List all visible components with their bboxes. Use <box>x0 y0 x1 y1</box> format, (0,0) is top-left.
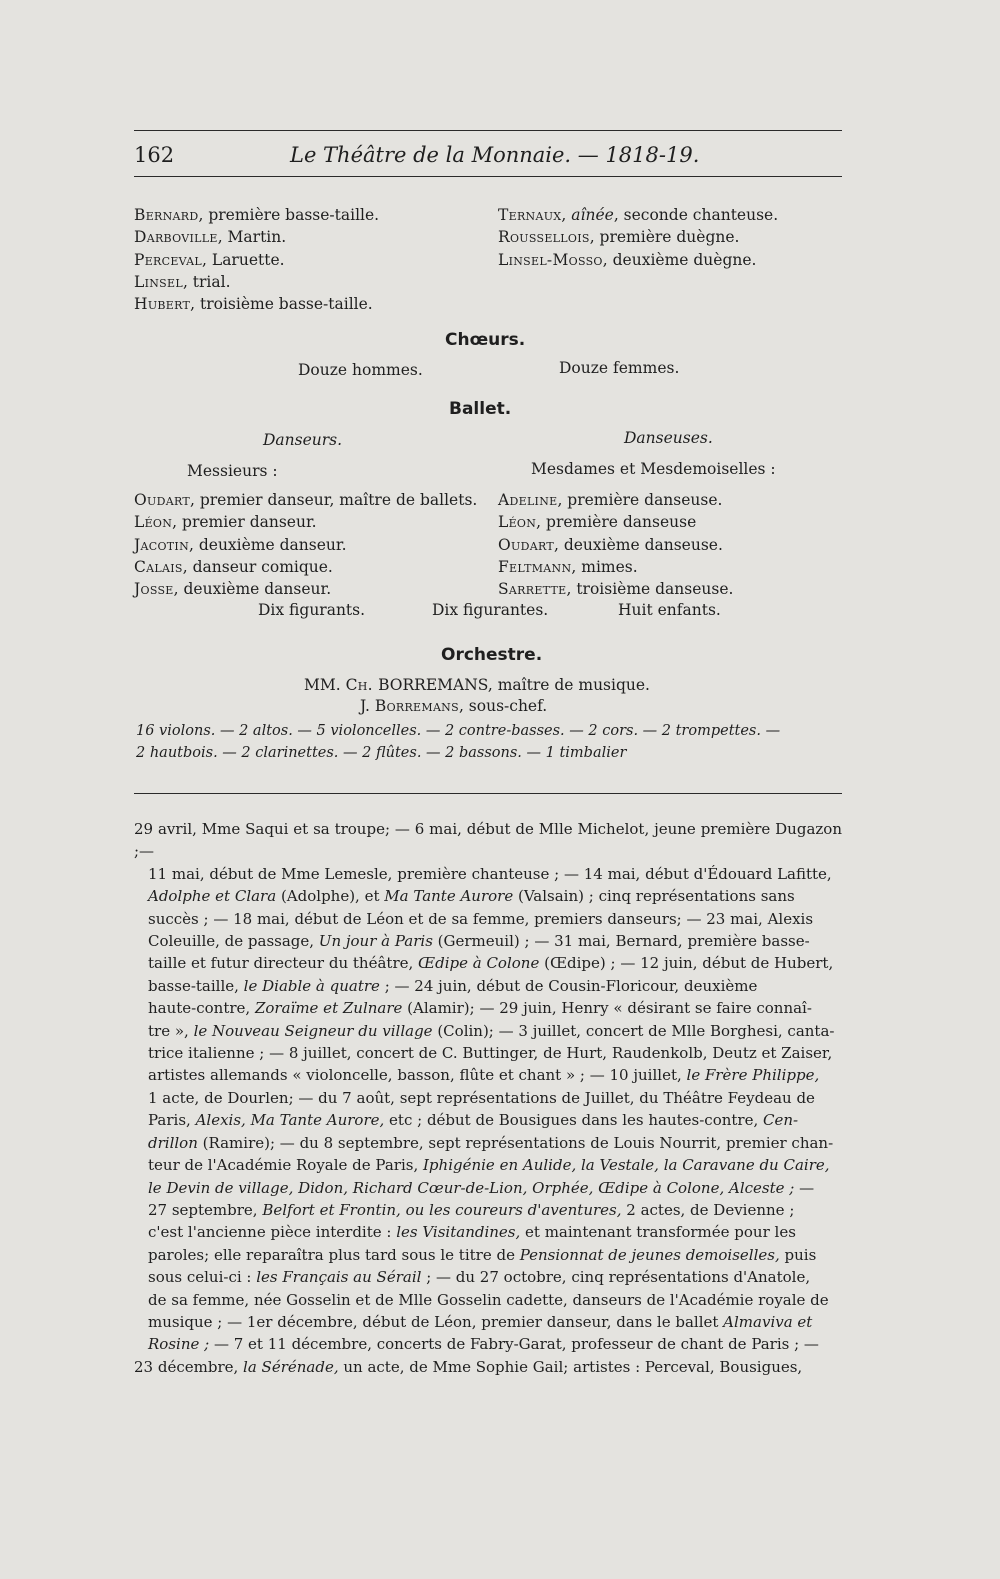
sous-chef-line: J. Borremans, sous-chef. <box>360 697 548 715</box>
list-item: Calais, danseur comique. <box>134 557 333 576</box>
danseuses-list <box>498 489 733 600</box>
text-line: artistes allemands « violoncelle, basson, flûte et chant » ; — 10 juillet, le Frère Philippe, <box>148 1066 820 1085</box>
danseurs-label: Danseurs. <box>263 431 343 449</box>
instruments-line: 16 violons. — 2 altos. — 5 violoncelles. — 2 contre-basses. — 2 cors. — 2 trompettes. — <box>136 723 781 739</box>
list-item: Oudart, deuxième danseuse. <box>498 535 723 554</box>
list-item: Oudart, premier danseur, maître de ballets. <box>134 491 478 509</box>
header-top-rule <box>134 130 842 131</box>
header-bottom-rule <box>134 176 842 177</box>
danseurs-list <box>134 489 477 600</box>
chronicle-text <box>134 818 842 1378</box>
text-line: 27 septembre, Belfort et Frontin, ou les coureurs d'aventures, 2 actes, de Devienne ; <box>148 1200 795 1219</box>
mesdames-label: Mesdames et Mesdemoiselles : <box>531 460 776 478</box>
danseuses-label: Danseuses. <box>624 429 713 447</box>
list-item: Adeline, première danseuse. <box>498 491 723 509</box>
text-line: 1 acte, de Dourlen; — du 7 août, sept représentations de Juillet, du Théâtre Feydeau de <box>148 1088 815 1107</box>
text-line: musique ; — 1er décembre, début de Léon, premier danseur, dans le ballet Almaviva et <box>148 1312 813 1331</box>
cast-row: Darboville, Martin. <box>134 228 287 247</box>
text-line: de sa femme, née Gosselin et de Mlle Gosselin cadette, danseurs de l'Académie royale de <box>148 1290 829 1309</box>
text-line: le Devin de village, Didon, Richard Cœur-de-Lion, Orphée, Œdipe à Colone, Alceste ; — <box>148 1178 815 1197</box>
list-item: Léon, premier danseur. <box>134 513 317 532</box>
choeurs-heading: Chœurs. <box>445 330 526 350</box>
running-title: Le Théâtre de la Monnaie. — 1818-19. <box>290 143 700 167</box>
cast-left-column <box>134 204 379 315</box>
chef-line: MM. Ch. BORREMANS, maître de musique. <box>304 676 650 694</box>
figurantes: Dix figurantes. <box>432 601 549 619</box>
text-line: basse-taille, le Diable à quatre ; — 24 juin, début de Cousin-Floricour, deuxième <box>148 976 758 995</box>
text-line: paroles; elle reparaîtra plus tard sous le titre de Pensionnat de jeunes demoiselles, puis <box>148 1245 817 1264</box>
text-line: haute-contre, Zoraïme et Zulnare (Alamir); — 29 juin, Henry « désirant se faire connaî- <box>148 999 812 1018</box>
text-line: c'est l'ancienne pièce interdite : les Visitandines, et maintenant transformée pour les <box>148 1223 796 1242</box>
text-line: sous celui-ci : les Français au Sérail ; — du 27 octobre, cinq représentations d'Anatole, <box>148 1268 811 1287</box>
orchestre-heading: Orchestre. <box>441 645 543 665</box>
enfants: Huit enfants. <box>618 601 721 619</box>
text-line: 11 mai, début de Mme Lemesle, première chanteuse ; — 14 mai, début d'Édouard Lafitte, <box>148 864 832 883</box>
page-number: 162 <box>134 143 175 167</box>
instruments-line: 2 hautbois. — 2 clarinettes. — 2 flûtes. — 2 bassons. — 1 timbalier <box>136 745 627 761</box>
list-item: Léon, première danseuse <box>498 513 697 532</box>
cast-row: Bernard, première basse-taille. <box>134 206 380 224</box>
list-item: Feltmann, mimes. <box>498 557 638 576</box>
text-line: Adolphe et Clara (Adolphe), et Ma Tante Aurore (Valsain) ; cinq représentations sans <box>148 887 795 906</box>
list-item: Sarrette, troisième danseuse. <box>498 580 734 599</box>
list-item: Jacotin, deuxième danseur. <box>134 535 347 554</box>
cast-row: Hubert, troisième basse-taille. <box>134 295 373 314</box>
text-line: Rosine ; — 7 et 11 décembre, concerts de Fabry-Garat, professeur de chant de Paris ; — <box>148 1335 819 1354</box>
text-line: taille et futur directeur du théâtre, Œdipe à Colone (Œdipe) ; — 12 juin, début de Hubert, <box>148 954 834 973</box>
text-line: 29 avril, Mme Saqui et sa troupe; — 6 mai, début de Mlle Michelot, jeune première Dugazon ;— <box>134 820 842 861</box>
section-divider <box>134 793 842 794</box>
list-item: Josse, deuxième danseur. <box>134 580 332 599</box>
text-line: drillon (Ramire); — du 8 septembre, sept représentations de Louis Nourrit, premier chan- <box>148 1133 834 1152</box>
text-line: trice italienne ; — 8 juillet, concert de C. Buttinger, de Hurt, Raudenkolb, Deutz et Zaiser, <box>148 1044 833 1063</box>
text-line: tre », le Nouveau Seigneur du village (Colin); — 3 juillet, concert de Mlle Borghesi, canta- <box>148 1021 835 1040</box>
cast-row: Roussellois, première duègne. <box>498 228 740 247</box>
messieurs-label: Messieurs : <box>187 462 278 480</box>
text-line: Paris, Alexis, Ma Tante Aurore, etc ; début de Bousigues dans les hautes-contre, Cen- <box>148 1111 799 1130</box>
text-line: succès ; — 18 mai, début de Léon et de sa femme, premiers danseurs; — 23 mai, Alexis <box>148 909 814 928</box>
cast-row: Linsel, trial. <box>134 272 231 291</box>
choeurs-men: Douze hommes. <box>298 361 423 379</box>
instruments <box>136 720 780 764</box>
text-line: teur de l'Académie Royale de Paris, Iphigénie en Aulide, la Vestale, la Caravane du Caire, <box>148 1156 830 1175</box>
cast-row: Linsel-Mosso, deuxième duègne. <box>498 250 757 269</box>
text-line: Coleuille, de passage, Un jour à Paris (Germeuil) ; — 31 mai, Bernard, première basse- <box>148 932 810 951</box>
cast-row: Ternaux, aînée, seconde chanteuse. <box>498 206 779 224</box>
ballet-heading: Ballet. <box>449 399 512 419</box>
choeurs-women: Douze femmes. <box>559 359 680 377</box>
cast-row: Perceval, Laruette. <box>134 250 285 269</box>
cast-right-column <box>498 204 778 271</box>
figurants: Dix figurants. <box>258 601 366 619</box>
text-line: 23 décembre, la Sérénade, un acte, de Mme Sophie Gail; artistes : Perceval, Bousigues, <box>134 1357 803 1376</box>
